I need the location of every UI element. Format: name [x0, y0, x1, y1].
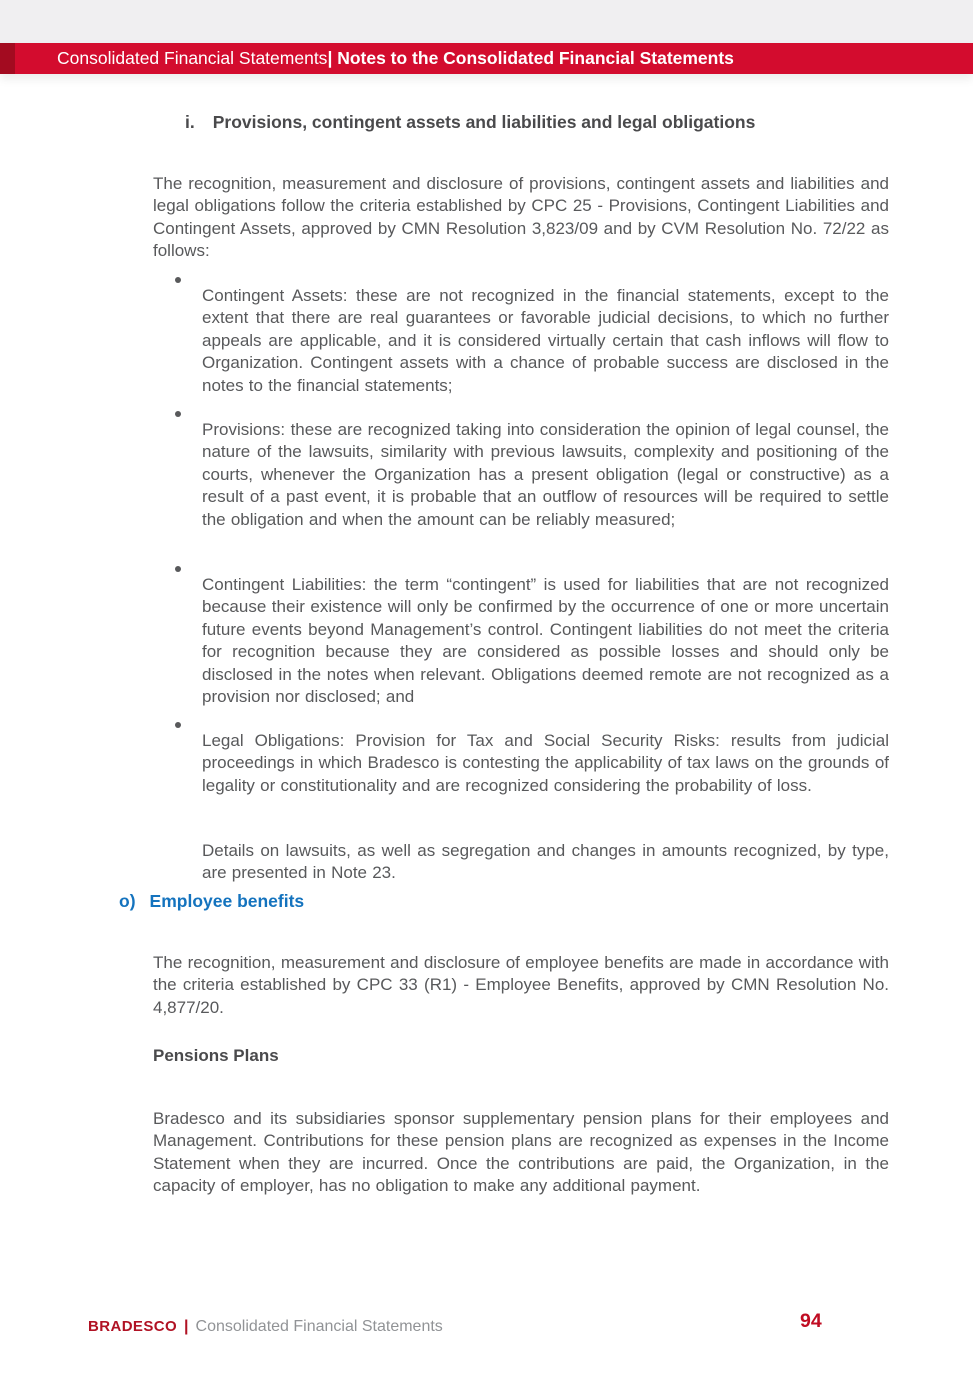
- pensions-plans-heading: Pensions Plans: [153, 1046, 279, 1065]
- section-i-intro-paragraph: The recognition, measurement and disclosure of provisions, contingent assets and liabilities and legal obligations follow the criteria established by CPC 25 - Provisions, Contingent Liabilities and Contingent Assets, approved by CMN Resolution 3,823/09 and by CVM Resolution No. 72/22 as follows:: [153, 174, 889, 261]
- footer-label: Consolidated Financial Statements: [195, 1318, 443, 1335]
- section-o-paragraph: The recognition, measurement and disclosure of employee benefits are made in accordance with the criteria established by CPC 33 (R1) - Employee Benefits, approved by CMN Resolution No. 4,877/20.: [153, 953, 889, 1017]
- footer: [88, 1318, 443, 1336]
- section-i-heading-text: Provisions, contingent assets and liabilities and legal obligations: [212, 112, 756, 132]
- bullet-icon: [175, 722, 181, 728]
- bullet-contingent-assets: Contingent Assets: these are not recognized in the financial statements, except to the extent that there are real guarantees or favorable judicial decisions, to which no further appeals are applicable, and it is considered virtually certain that cash inflows will flow to Organization. Contingent assets with a chance of probable success are disclosed in the notes to the financial statements;: [202, 286, 889, 395]
- section-o-marker: o): [119, 891, 136, 911]
- bullet-legal-obligations: Legal Obligations: Provision for Tax and Social Security Risks: results from judicial proceedings in which Bradesco is contesting the applicability of tax laws on the grounds of legality or constitutionality and are recognized considering the probability of loss.: [202, 731, 889, 795]
- header-banner: [0, 43, 973, 74]
- footer-brand: BRADESCO: [88, 1318, 178, 1335]
- bullet-icon: [175, 277, 181, 283]
- header-left-accent: [0, 43, 15, 74]
- footer-separator: |: [184, 1318, 189, 1335]
- header-title-regular: Consolidated Financial Statements: [57, 48, 328, 68]
- section-o-heading-text: Employee benefits: [149, 891, 305, 911]
- bullet-provisions: Provisions: these are recognized taking into consideration the opinion of legal counsel, the nature of the lawsuits, similarity with previous lawsuits, complexity and positioning of the courts, whenever the Organization has a present obligation (legal or constructive) as a result of a past event, it is probable that an outflow of resources will be required to settle the obligation and when the amount can be reliably measured;: [202, 420, 889, 529]
- section-i-marker: i.: [185, 112, 195, 132]
- page-top-margin: [0, 0, 973, 43]
- section-i-heading: [185, 112, 755, 133]
- section-o-heading: [119, 891, 304, 912]
- section-i-note-paragraph: Details on lawsuits, as well as segregation and changes in amounts recognized, by type, are presented in Note 23.: [202, 841, 889, 883]
- bullet-icon: [175, 566, 181, 572]
- bullet-contingent-liabilities: Contingent Liabilities: the term “contingent” is used for liabilities that are not recognized because their existence will only be confirmed by the occurrence of one or more uncertain future events beyond Management’s control. Contingent liabilities do not meet the criteria for recognition because they are considered as possible losses and should only be disclosed in the notes when relevant. Obligations deemed remote are not recognized as a provision nor disclosed; and: [202, 575, 889, 707]
- page-number: 94: [800, 1310, 822, 1332]
- header-title-bold: | Notes to the Consolidated Financial Statements: [327, 48, 734, 68]
- pensions-plans-paragraph: Bradesco and its subsidiaries sponsor supplementary pension plans for their employees and Management. Contributions for these pension plans are recognized as expenses in the Income Statement when they are incurred. Once the contributions are paid, the Organization, in the capacity of employer, has no obligation to make any additional payment.: [153, 1109, 889, 1196]
- bullet-icon: [175, 411, 181, 417]
